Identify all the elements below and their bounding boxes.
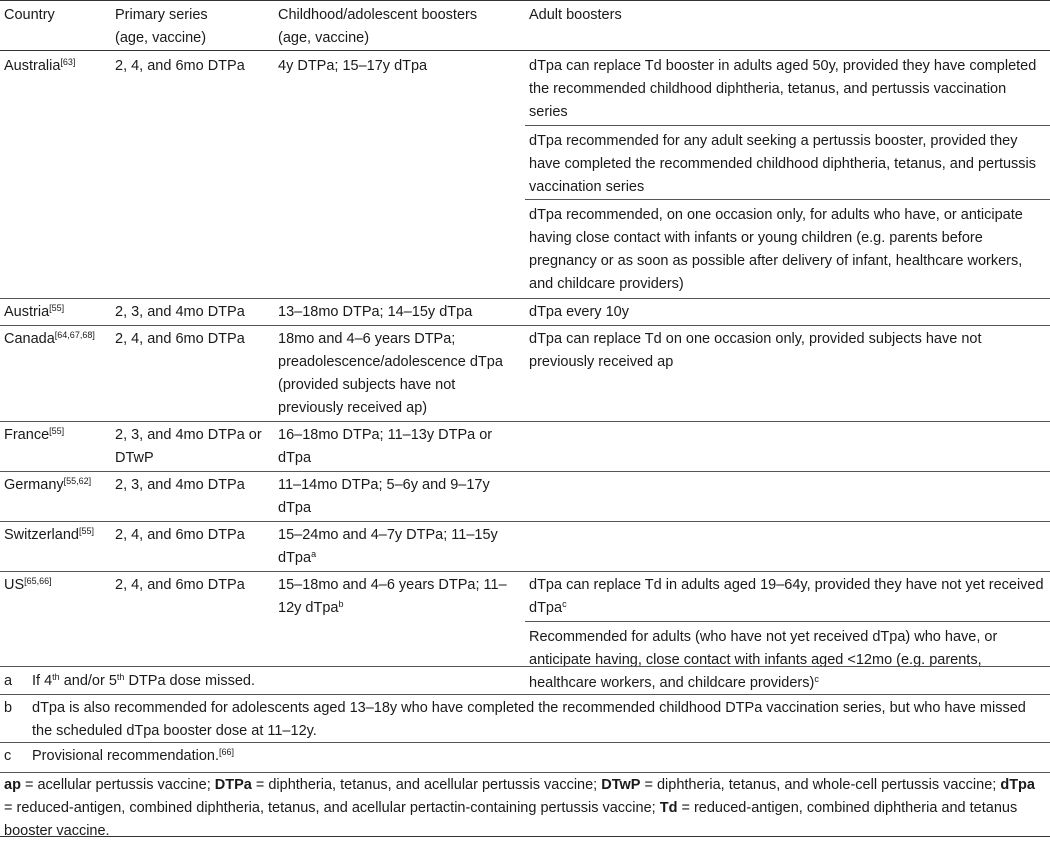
- table-row-switzerland: [0, 522, 1050, 572]
- table-row-germany: [0, 472, 1050, 522]
- childhood-boosters-cell: 4y DTPa; 15–17y dTpa: [278, 58, 428, 74]
- table-bottom-rule: [0, 836, 1050, 837]
- header-adult-boosters: Adult boosters: [525, 1, 1050, 51]
- childhood-boosters-cell: 16–18mo DTPa; 11–13y DTPa or dTpa: [274, 422, 525, 472]
- primary-series-cell: 2, 4, and 6mo DTPa: [115, 58, 245, 74]
- footnote-c: c Provisional recommendation.[66]: [4, 747, 234, 764]
- header-primary-series: Primary series (age, vaccine): [111, 1, 274, 51]
- country-cell: Germany[55,62]: [0, 472, 111, 522]
- childhood-boosters-cell: 18mo and 4–6 years DTPa; preadolescence/adolescence dTpa (provided subjects have not previously received ap): [274, 326, 525, 422]
- table-row-austria: [0, 299, 1050, 326]
- country-cell: Switzerland[55]: [0, 522, 111, 572]
- table-header-row: [0, 1, 1050, 51]
- primary-series-cell: 2, 4, and 6mo DTPa: [111, 522, 274, 572]
- primary-series-cell: 2, 3, and 4mo DTPa: [111, 472, 274, 522]
- adult-boosters-cell: dTpa recommended for any adult seeking a pertussis booster, provided they have completed the recommended childhood diphtheria, tetanus, and pertussis vaccination series: [525, 126, 1050, 200]
- adult-boosters-cell: dTpa can replace Td on one occasion only, provided subjects have not previously received ap: [525, 326, 1050, 422]
- table-row-australia: [0, 51, 1050, 126]
- header-childhood-boosters: Childhood/adolescent boosters (age, vaccine): [274, 1, 525, 51]
- header-country: Country: [0, 1, 111, 51]
- table-row-france: [0, 422, 1050, 472]
- adult-boosters-cell: [525, 522, 1050, 572]
- country-cell: US[65,66]: [0, 572, 111, 622]
- country-cell: France[55]: [0, 422, 111, 472]
- country-cell: Austria[55]: [0, 299, 111, 326]
- childhood-boosters-cell: 13–18mo DTPa; 14–15y dTpa: [274, 299, 525, 326]
- table-row-us: [0, 572, 1050, 622]
- table-row-australia-cont: [0, 126, 1050, 200]
- adult-boosters-cell: [525, 422, 1050, 472]
- abbreviations-top-rule: [0, 772, 1050, 773]
- primary-series-cell: 2, 3, and 4mo DTPa or DTwP: [111, 422, 274, 472]
- footnote-b: b dTpa is also recommended for adolescents aged 13–18y who have completed the recommended childhood DTPa vaccination series, but who have missed the scheduled dTpa booster dose at 11–12y.: [4, 700, 1026, 739]
- country-cell: Canada[64,67,68]: [0, 326, 111, 422]
- footnote-a: a If 4th and/or 5th DTPa dose missed.: [4, 672, 255, 689]
- table-row-australia-cont: [0, 200, 1050, 299]
- footnote-rule: [0, 742, 1050, 743]
- primary-series-cell: 2, 4, and 6mo DTPa: [111, 572, 274, 622]
- childhood-boosters-cell: 15–18mo and 4–6 years DTPa; 11–12y dTpa$^b$: [274, 572, 525, 622]
- adult-boosters-cell: dTpa every 10y: [525, 299, 1050, 326]
- primary-series-cell: 2, 4, and 6mo DTPa: [111, 326, 274, 422]
- childhood-boosters-cell: 15–24mo and 4–7y DTPa; 11–15y dTpa$^a$: [274, 522, 525, 572]
- table-row-canada: [0, 326, 1050, 422]
- adult-boosters-cell: Recommended for adults (who have not yet received dTpa) who have, or anticipate having, close contact with infants aged <12mo (e.g. parents, healthcare workers, and childcare providers)$^c$: [525, 622, 1050, 700]
- abbreviations-legend: ap = acellular pertussis vaccine; DTPa = diphtheria, tetanus, and acellular pertussis vaccine; DTwP = diphtheria, tetanus, and whole-cell pertussis vaccine; dTpa = reduced-antigen, combined diphtheria, tetanus, and acellular pertactin-containing pertussis vaccine; Td = reduced-antigen, combined diphtheria and tetanus booster vaccine.: [4, 777, 1035, 839]
- footnote-rule: [0, 694, 1050, 695]
- adult-boosters-cell: [525, 472, 1050, 522]
- country-cell: Australia[63]: [4, 57, 76, 74]
- childhood-boosters-cell: 11–14mo DTPa; 5–6y and 9–17y dTpa: [274, 472, 525, 522]
- primary-series-cell: 2, 3, and 4mo DTPa: [111, 299, 274, 326]
- adult-boosters-cell: dTpa can replace Td booster in adults aged 50y, provided they have completed the recommended childhood diphtheria, tetanus, and pertussis vaccination series: [529, 58, 1037, 120]
- adult-boosters-cell: dTpa recommended, on one occasion only, for adults who have, or anticipate having close contact with infants or young children (e.g. parents before pregnancy or as soon as possible after delivery of infant, healthcare workers, and childcare providers): [525, 200, 1050, 299]
- adult-boosters-cell: dTpa can replace Td in adults aged 19–64y, provided they have not yet received dTpa$^c$: [525, 572, 1050, 622]
- footnotes-top-rule: [0, 666, 1050, 667]
